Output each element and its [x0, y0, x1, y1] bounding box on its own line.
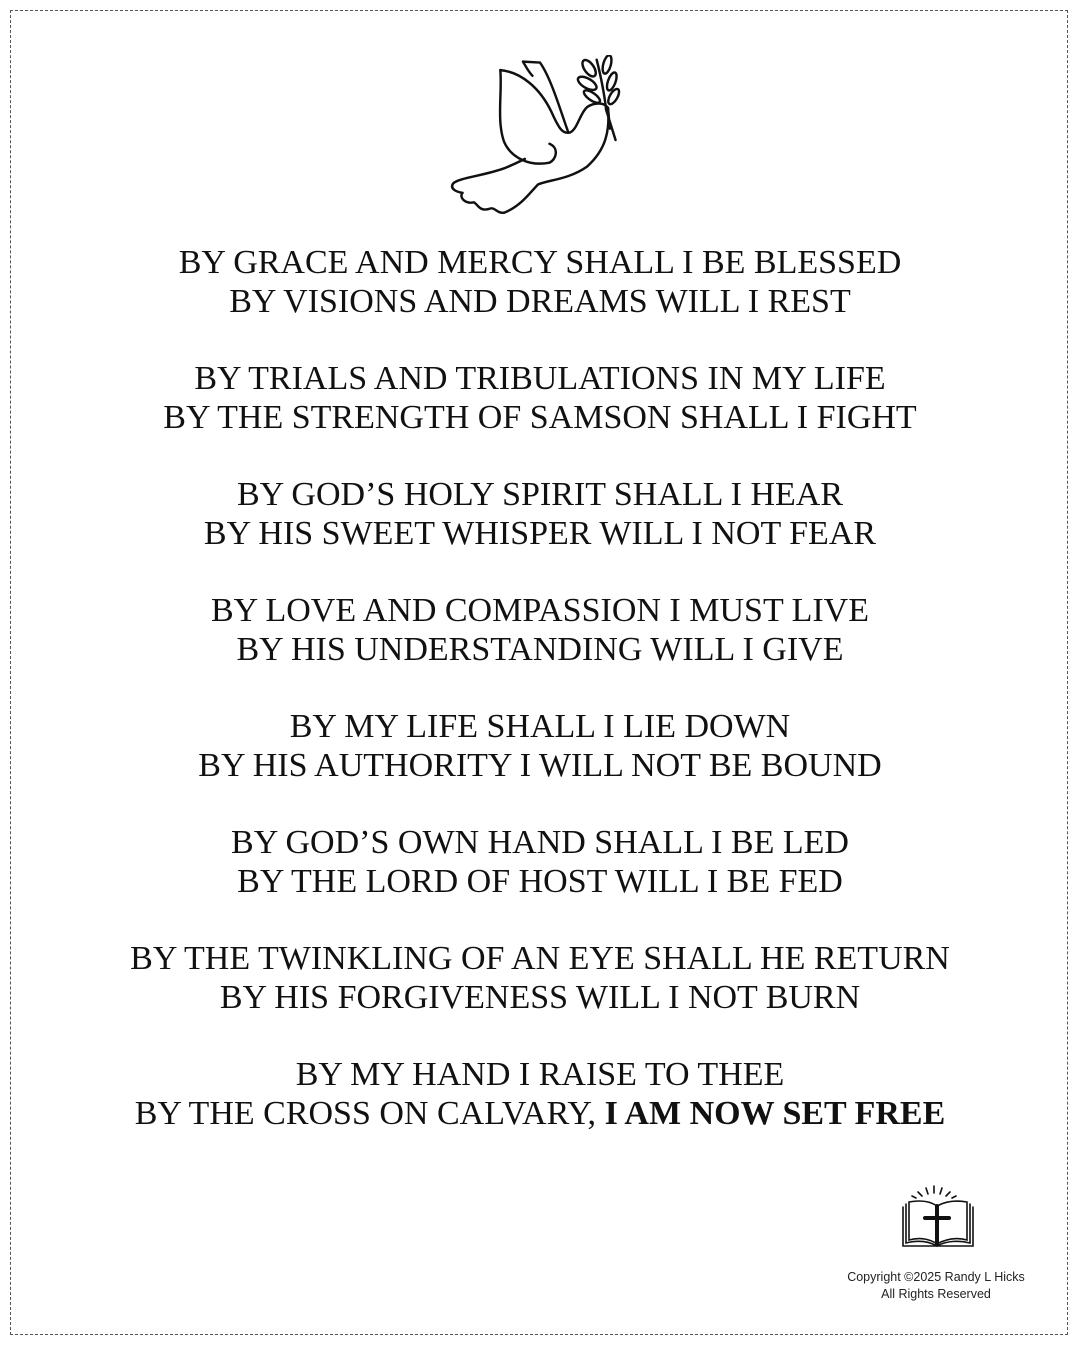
poem-line: BY HIS FORGIVENESS WILL I NOT BURN: [219, 978, 861, 1016]
bible-with-cross-icon: [900, 1184, 976, 1250]
stanza: [0, 708, 1080, 785]
poem-line: BY VISIONS AND DREAMS WILL I REST: [229, 282, 851, 320]
poem-line: BY THE LORD OF HOST WILL I BE FED: [237, 862, 843, 900]
stanza: [0, 360, 1080, 437]
poem-line: BY TRIALS AND TRIBULATIONS IN MY LIFE: [194, 360, 886, 397]
poem-line: BY LOVE AND COMPASSION I MUST LIVE: [210, 592, 870, 629]
poem-line: BY GOD’S OWN HAND SHALL I BE LED: [231, 824, 849, 861]
poem-line: BY MY LIFE SHALL I LIE DOWN: [289, 708, 791, 745]
poem-line: [0, 1095, 1080, 1134]
poem-line-bold: I AM NOW SET FREE: [604, 1094, 946, 1132]
poem-line-regular: BY THE CROSS ON CALVARY,: [134, 1094, 605, 1132]
stanza: [0, 592, 1080, 669]
poem-line: BY MY HAND I RAISE TO THEE: [295, 1056, 785, 1093]
poem-line: BY HIS UNDERSTANDING WILL I GIVE: [236, 630, 844, 668]
stanza: [0, 244, 1080, 321]
dove-with-olive-branch-icon: [445, 55, 635, 225]
final-stanza: [0, 1056, 1080, 1133]
poem-line: BY HIS SWEET WHISPER WILL I NOT FEAR: [203, 514, 877, 552]
poem-line: BY THE STRENGTH OF SAMSON SHALL I FIGHT: [163, 398, 917, 436]
poem-line: BY HIS AUTHORITY I WILL NOT BE BOUND: [198, 746, 882, 784]
stanza: [0, 824, 1080, 901]
rights-text: All Rights Reserved: [881, 1287, 991, 1301]
copyright-notice: [820, 1269, 1052, 1303]
poem: [0, 244, 1080, 1172]
stanza: [0, 476, 1080, 553]
poem-line: BY GRACE AND MERCY SHALL I BE BLESSED: [178, 244, 902, 281]
poem-line: BY THE TWINKLING OF AN EYE SHALL HE RETURN: [130, 940, 950, 977]
stanza: [0, 940, 1080, 1017]
poem-line: BY GOD’S HOLY SPIRIT SHALL I HEAR: [236, 476, 844, 513]
copyright-text: Copyright ©2025 Randy L Hicks: [847, 1270, 1025, 1284]
